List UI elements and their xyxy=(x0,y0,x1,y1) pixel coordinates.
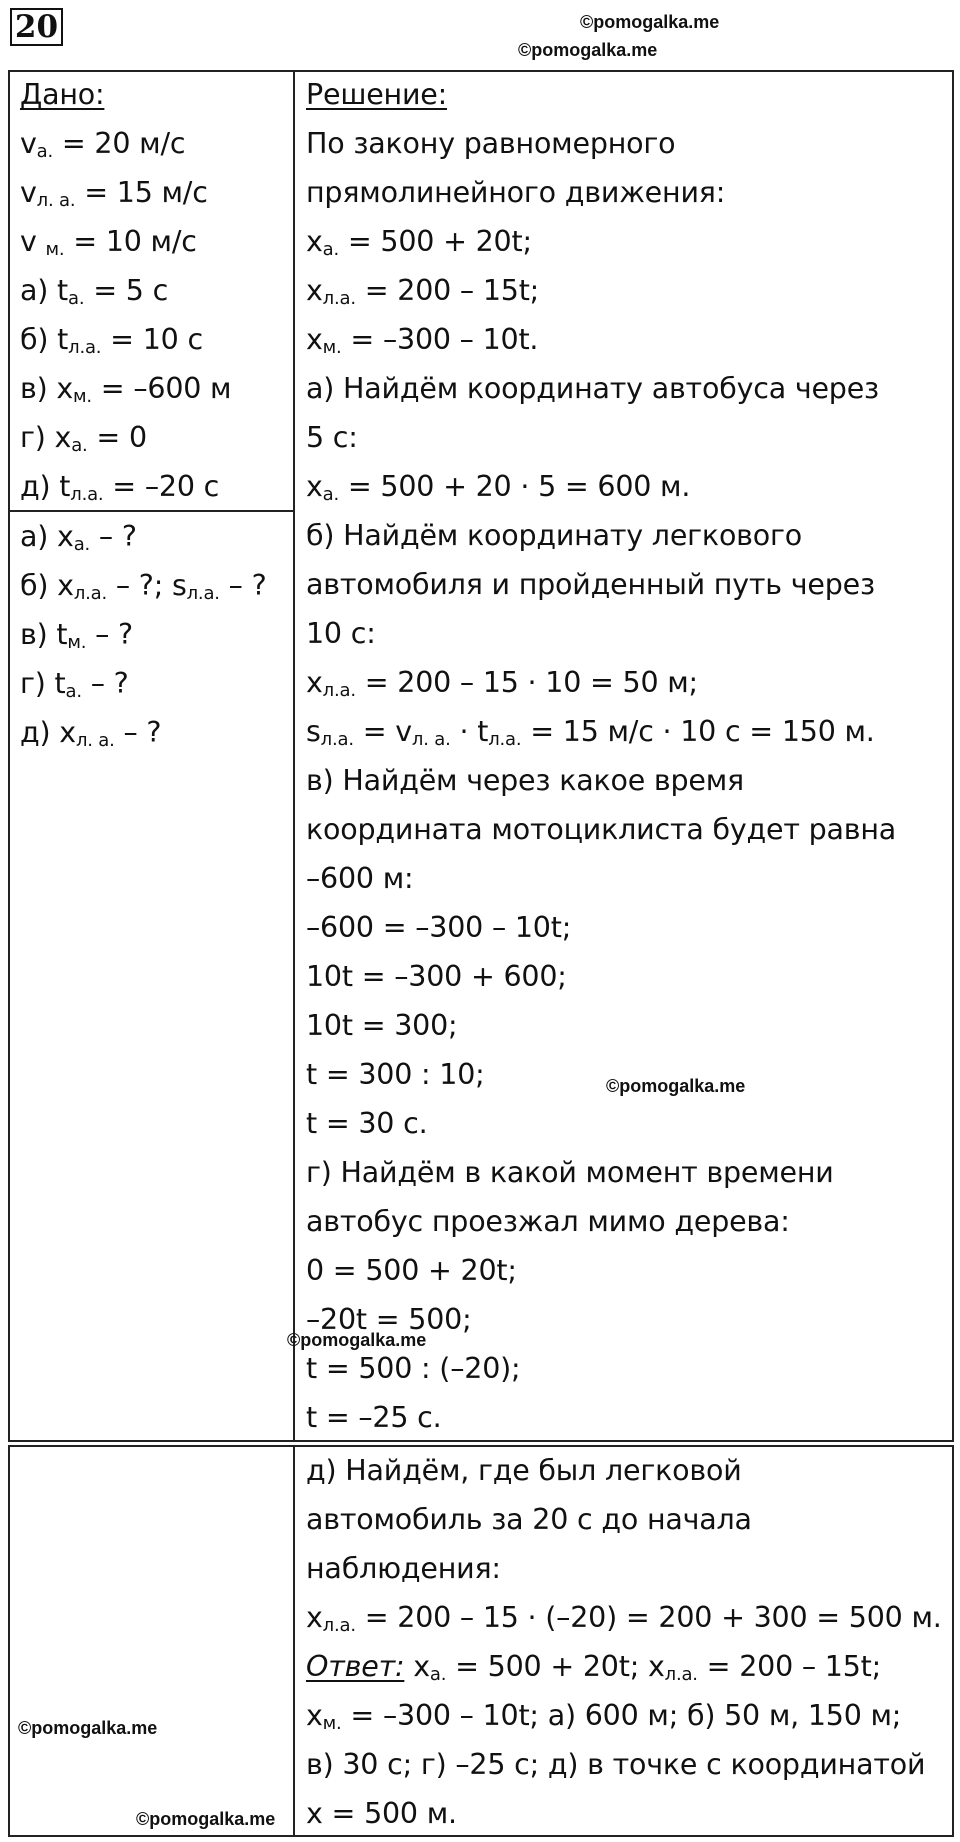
answer-line: $x_{м.} = -300 - 10t$; а) 600 м; б) 50 м, 150 м; xyxy=(306,1699,902,1734)
watermark-top-2: ©pomogalka.me xyxy=(518,40,658,60)
solution-line: а) Найдём координату автобуса через xyxy=(306,372,879,405)
find-item: а) $x_{а.}$ – ? xyxy=(20,520,137,555)
solution-line: д) Найдём, где был легковой xyxy=(306,1454,742,1487)
given-item: v $_{м.}$ = 10 м/с xyxy=(20,225,197,260)
solution-line: –600 м: xyxy=(306,862,414,895)
solution-line: 10t = –300 + 600; xyxy=(306,960,567,993)
watermark-mid: ©pomogalka.me xyxy=(606,1076,746,1096)
solution-line: $x_{м.} = -300 - 10t$. xyxy=(306,323,539,358)
given-item: $v_{а.} = 20$ м/с xyxy=(20,127,186,162)
table-divider-continued xyxy=(293,1445,295,1837)
solution-line: $x_{л.а.} = 200 - 15 \cdot (-20) = 200 + 300 = 500$ м. xyxy=(306,1601,942,1636)
problem-number: 20 xyxy=(10,8,63,46)
answer-line: x = 500 м. xyxy=(306,1797,457,1830)
solution-line: в) Найдём через какое время xyxy=(306,764,744,797)
solution-line: –20t = 500; xyxy=(306,1303,472,1336)
find-item: д) $x_{л. а.}$ – ? xyxy=(20,716,162,751)
solution-line: г) Найдём в какой момент времени xyxy=(306,1156,834,1189)
solution-line: t = 300 : 10; xyxy=(306,1058,485,1091)
given-item: б) $t_{л.а.} = 10$ с xyxy=(20,323,203,358)
solution-line: $s_{л.а.} = v_{л. а.} \cdot t_{л.а.} = 15$ м/с · 10 с = 150 м. xyxy=(306,715,875,750)
find-column xyxy=(20,512,267,757)
answer-line: в) 30 с; г) –25 с; д) в точке с координатой xyxy=(306,1748,926,1781)
find-item: в) $t_{м.}$ – ? xyxy=(20,618,133,653)
solution-line: $x_{л.а.} = 200 - 15t$; xyxy=(306,274,540,309)
given-item: д) $t_{л.а.} = -20$ с xyxy=(20,470,220,505)
given-item: а) $t_{а.} = 5$ с xyxy=(20,274,169,309)
solution-line: –600 = –300 – 10t; xyxy=(306,911,572,944)
solution-line: 10t = 300; xyxy=(306,1009,458,1042)
given-heading: Дано: xyxy=(20,78,105,111)
solution-line: автомобиль за 20 с до начала xyxy=(306,1503,752,1536)
watermark-bottom-left: ©pomogalka.me xyxy=(18,1718,158,1738)
solution-line: автомобиля и пройденный путь через xyxy=(306,568,875,601)
solution-line: $x_{а.} = 500 + 20t$; xyxy=(306,225,532,260)
solution-line: t = –25 с. xyxy=(306,1401,442,1434)
solution-line: наблюдения: xyxy=(306,1552,501,1585)
solution-line: t = 30 с. xyxy=(306,1107,428,1140)
solution-line: $x_{а.} = 500 + 20 \cdot 5 = 600$ м. xyxy=(306,470,691,505)
watermark-top-1: ©pomogalka.me xyxy=(580,12,720,32)
table-divider xyxy=(293,70,295,1442)
solution-line: По закону равномерного xyxy=(306,127,676,160)
solution-line: t = 500 : (–20); xyxy=(306,1352,521,1385)
solution-line: 10 с: xyxy=(306,617,376,650)
watermark-mid-2: ©pomogalka.me xyxy=(287,1330,427,1350)
solution-heading: Решение: xyxy=(306,78,448,111)
find-item: г) $t_{а.}$ – ? xyxy=(20,667,129,702)
given-item: $v_{л. а.} = 15$ м/с xyxy=(20,176,208,211)
watermark-bottom: ©pomogalka.me xyxy=(136,1809,276,1829)
answer-label: Ответ: xyxy=(306,1650,405,1683)
given-column xyxy=(20,70,231,511)
find-item: б) $x_{л.а.}$ – ?; $s_{л.а.}$ – ? xyxy=(20,569,267,604)
solution-line: 0 = 500 + 20t; xyxy=(306,1254,517,1287)
solution-column xyxy=(306,70,896,1442)
solution-line: б) Найдём координату легкового xyxy=(306,519,803,552)
solution-line: прямолинейного движения: xyxy=(306,176,726,209)
answer-line: Ответ: $x_{а.} = 500 + 20t$; $x_{л.а.} = 200 - 15t$; xyxy=(306,1650,882,1685)
solution-line: координата мотоциклиста будет равна xyxy=(306,813,897,846)
solution-line: 5 с: xyxy=(306,421,358,454)
given-item: г) $x_{а.} = 0$ xyxy=(20,421,147,456)
given-item: в) $x_{м.} = -600$ м xyxy=(20,372,232,407)
solution-column-continued xyxy=(306,1446,942,1838)
solution-line: $x_{л.а.} = 200 - 15 \cdot 10 = 50$ м; xyxy=(306,666,698,701)
solution-line: автобус проезжал мимо дерева: xyxy=(306,1205,790,1238)
